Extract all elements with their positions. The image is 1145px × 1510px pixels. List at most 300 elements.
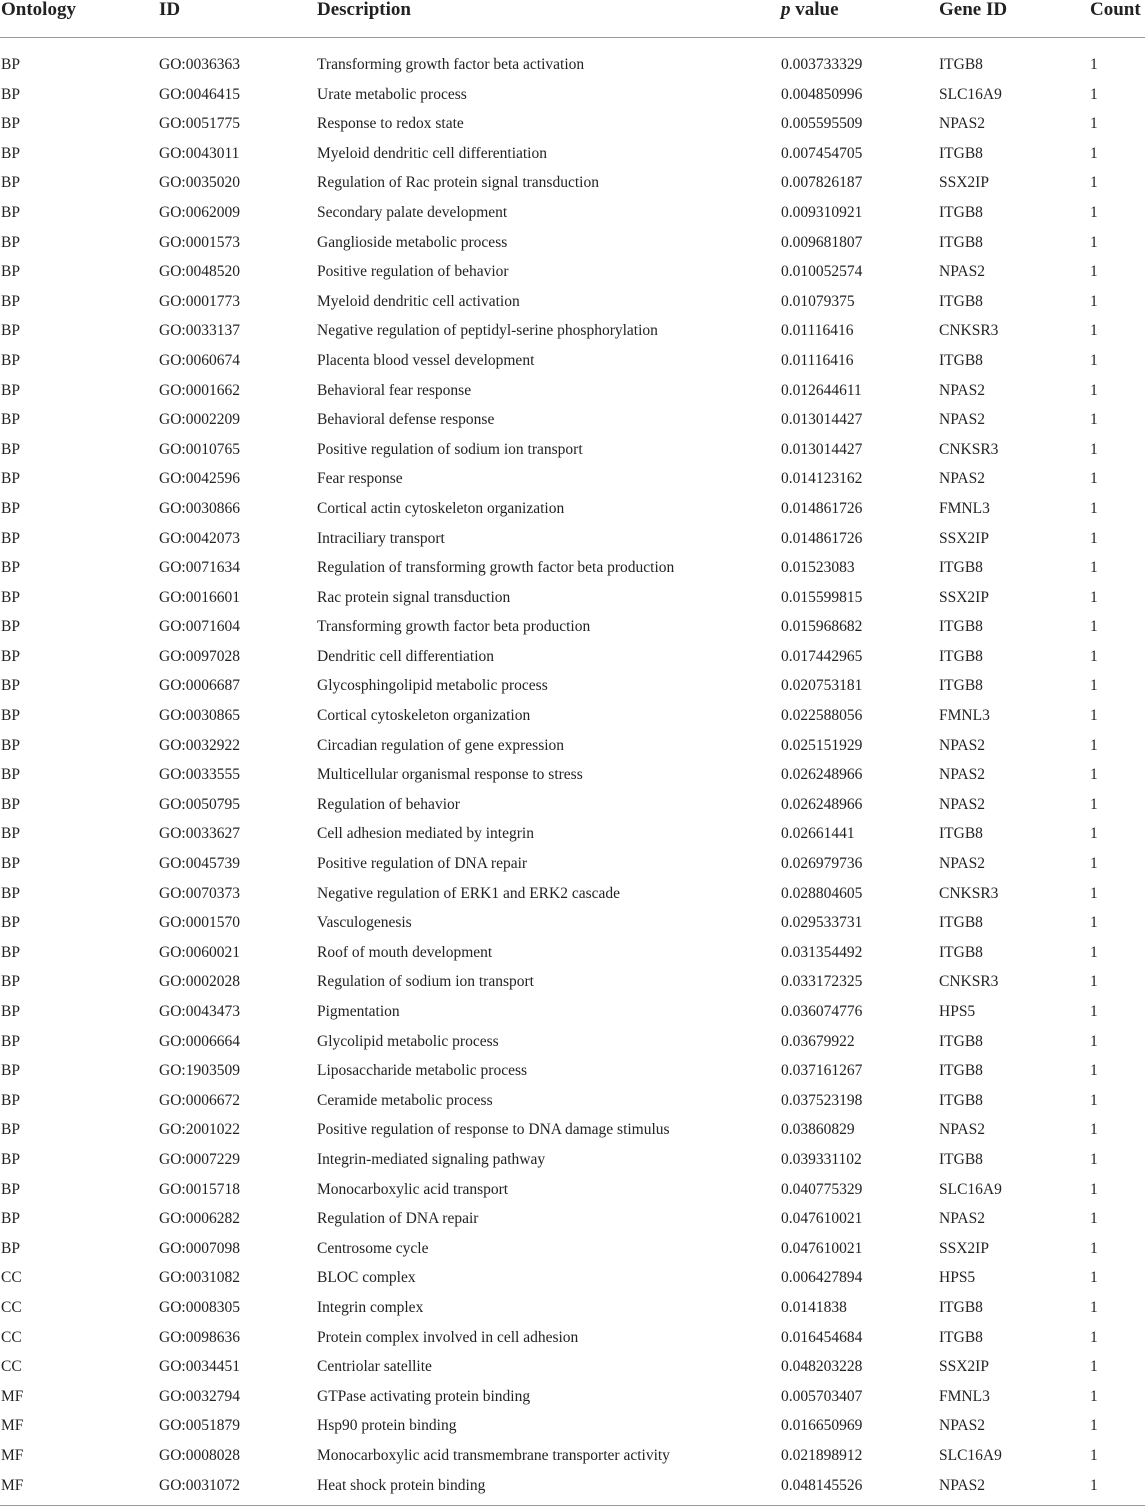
cell-gene-id: CNKSR3 bbox=[939, 440, 999, 458]
cell-p-value: 0.026248966 bbox=[781, 766, 863, 784]
cell-gene-id: HPS5 bbox=[939, 1269, 976, 1287]
table-row bbox=[0, 1056, 1145, 1086]
cell-ontology: BP bbox=[1, 1032, 20, 1050]
cell-p-value: 0.036074776 bbox=[781, 1003, 863, 1020]
table-row bbox=[0, 494, 1145, 524]
table-row bbox=[0, 1471, 1145, 1501]
cell-gene-id: ITGB8 bbox=[939, 233, 983, 251]
table-row bbox=[0, 1145, 1145, 1175]
cell-p-value: 0.039331102 bbox=[781, 1150, 862, 1168]
cell-count: 1 bbox=[1090, 292, 1098, 310]
table-row bbox=[0, 524, 1145, 554]
cell-ontology: BP bbox=[1, 914, 20, 932]
cell-ontology: BP bbox=[1, 203, 20, 221]
cell-description: Behavioral defense response bbox=[317, 411, 495, 429]
cell-description: Integrin complex bbox=[317, 1298, 424, 1316]
table-row bbox=[0, 1352, 1145, 1382]
table-row bbox=[0, 1323, 1145, 1353]
cell-description: Heat shock protein binding bbox=[317, 1476, 486, 1494]
cell-p-value: 0.01523083 bbox=[781, 559, 855, 577]
cell-ontology: BP bbox=[1, 411, 20, 429]
header-p-value-symbol: p bbox=[781, 0, 791, 20]
cell-gene-id: SSX2IP bbox=[939, 588, 989, 606]
cell-p-value: 0.009681807 bbox=[781, 233, 863, 251]
cell-description: Regulation of DNA repair bbox=[317, 1210, 479, 1228]
cell-gene-id: NPAS2 bbox=[939, 1417, 985, 1435]
cell-ontology: BP bbox=[1, 884, 20, 902]
cell-count: 1 bbox=[1090, 1003, 1098, 1020]
cell-gene-id: NPAS2 bbox=[939, 766, 985, 784]
cell-gene-id: SSX2IP bbox=[939, 1358, 989, 1376]
cell-gene-id: CNKSR3 bbox=[939, 884, 999, 902]
table-row bbox=[0, 938, 1145, 968]
cell-go-id: GO:0030866 bbox=[159, 499, 240, 517]
cell-description: Circadian regulation of gene expression bbox=[317, 736, 565, 754]
cell-go-id: GO:0036363 bbox=[159, 56, 240, 73]
cell-description: BLOC complex bbox=[317, 1269, 416, 1287]
cell-count: 1 bbox=[1090, 618, 1098, 636]
cell-ontology: MF bbox=[1, 1446, 24, 1464]
cell-description: Ceramide metabolic process bbox=[317, 1091, 493, 1109]
cell-p-value: 0.026979736 bbox=[781, 855, 863, 873]
cell-go-id: GO:0031082 bbox=[159, 1269, 240, 1287]
cell-description: Secondary palate development bbox=[317, 203, 508, 221]
table-bottom-rule bbox=[0, 1505, 1145, 1506]
cell-count: 1 bbox=[1090, 1269, 1098, 1287]
cell-ontology: CC bbox=[1, 1328, 22, 1346]
cell-ontology: MF bbox=[1, 1417, 24, 1435]
cell-go-id: GO:0051775 bbox=[159, 115, 240, 133]
table-body bbox=[0, 38, 1145, 1501]
cell-gene-id: FMNL3 bbox=[939, 707, 990, 725]
cell-ontology: BP bbox=[1, 588, 20, 606]
table-row bbox=[0, 760, 1145, 790]
cell-description: Cell adhesion mediated by integrin bbox=[317, 825, 534, 843]
cell-p-value: 0.012644611 bbox=[781, 381, 862, 399]
cell-description: Urate metabolic process bbox=[317, 85, 467, 103]
cell-ontology: BP bbox=[1, 1062, 20, 1080]
cell-ontology: BP bbox=[1, 973, 20, 991]
cell-gene-id: NPAS2 bbox=[939, 115, 985, 133]
cell-p-value: 0.017442965 bbox=[781, 647, 863, 665]
cell-p-value: 0.0141838 bbox=[781, 1298, 847, 1316]
cell-go-id: GO:0033555 bbox=[159, 766, 240, 784]
cell-go-id: GO:0001573 bbox=[159, 233, 240, 251]
header-description: Description bbox=[316, 0, 780, 38]
table-row bbox=[0, 1382, 1145, 1412]
cell-description: Integrin-mediated signaling pathway bbox=[317, 1150, 546, 1168]
cell-gene-id: NPAS2 bbox=[939, 411, 985, 429]
cell-gene-id: NPAS2 bbox=[939, 470, 985, 488]
cell-gene-id: NPAS2 bbox=[939, 1121, 985, 1139]
table-row bbox=[0, 997, 1145, 1027]
cell-count: 1 bbox=[1090, 440, 1098, 458]
cell-ontology: BP bbox=[1, 825, 20, 843]
cell-description: Rac protein signal transduction bbox=[317, 588, 511, 606]
table-row bbox=[0, 287, 1145, 317]
cell-go-id: GO:0006672 bbox=[159, 1091, 240, 1109]
cell-p-value: 0.004850996 bbox=[781, 85, 863, 103]
cell-go-id: GO:0030865 bbox=[159, 707, 240, 725]
cell-gene-id: NPAS2 bbox=[939, 736, 985, 754]
header-count: Count bbox=[1089, 0, 1145, 38]
cell-description: GTPase activating protein binding bbox=[317, 1387, 531, 1405]
cell-go-id: GO:0001570 bbox=[159, 914, 240, 932]
table-row bbox=[0, 553, 1145, 583]
cell-go-id: GO:0070373 bbox=[159, 884, 240, 902]
cell-gene-id: NPAS2 bbox=[939, 263, 985, 281]
cell-description: Regulation of transforming growth factor beta production bbox=[317, 559, 675, 577]
cell-description: Positive regulation of behavior bbox=[317, 263, 509, 281]
cell-p-value: 0.037523198 bbox=[781, 1091, 863, 1109]
cell-count: 1 bbox=[1090, 411, 1098, 429]
cell-p-value: 0.005595509 bbox=[781, 115, 863, 133]
cell-go-id: GO:1903509 bbox=[159, 1062, 240, 1080]
table-row bbox=[0, 908, 1145, 938]
cell-ontology: BP bbox=[1, 1210, 20, 1228]
table-row bbox=[0, 257, 1145, 287]
cell-ontology: CC bbox=[1, 1269, 22, 1287]
cell-count: 1 bbox=[1090, 1091, 1098, 1109]
cell-description: Intraciliary transport bbox=[317, 529, 445, 547]
table-row bbox=[0, 435, 1145, 465]
cell-p-value: 0.013014427 bbox=[781, 440, 863, 458]
cell-go-id: GO:0007098 bbox=[159, 1239, 240, 1257]
cell-p-value: 0.006427894 bbox=[781, 1269, 863, 1287]
table-row bbox=[0, 1115, 1145, 1145]
cell-ontology: BP bbox=[1, 766, 20, 784]
cell-ontology: BP bbox=[1, 144, 20, 162]
cell-p-value: 0.005703407 bbox=[781, 1387, 863, 1405]
cell-gene-id: SLC16A9 bbox=[939, 1180, 1002, 1198]
cell-description: Hsp90 protein binding bbox=[317, 1417, 457, 1435]
cell-ontology: BP bbox=[1, 1003, 20, 1020]
cell-p-value: 0.02661441 bbox=[781, 825, 855, 843]
cell-go-id: GO:0002028 bbox=[159, 973, 240, 991]
cell-count: 1 bbox=[1090, 233, 1098, 251]
cell-count: 1 bbox=[1090, 1210, 1098, 1228]
table-row bbox=[0, 80, 1145, 110]
cell-description: Response to redox state bbox=[317, 115, 464, 133]
cell-gene-id: SSX2IP bbox=[939, 529, 989, 547]
cell-count: 1 bbox=[1090, 1417, 1098, 1435]
cell-go-id: GO:0015718 bbox=[159, 1180, 240, 1198]
cell-gene-id: ITGB8 bbox=[939, 1062, 983, 1080]
table-row bbox=[0, 38, 1145, 80]
cell-count: 1 bbox=[1090, 884, 1098, 902]
cell-p-value: 0.003733329 bbox=[781, 56, 863, 73]
cell-description: Dendritic cell differentiation bbox=[317, 647, 495, 665]
cell-gene-id: ITGB8 bbox=[939, 144, 983, 162]
cell-p-value: 0.01079375 bbox=[781, 292, 855, 310]
cell-gene-id: ITGB8 bbox=[939, 351, 983, 369]
cell-p-value: 0.025151929 bbox=[781, 736, 863, 754]
table-row bbox=[0, 701, 1145, 731]
cell-go-id: GO:0043473 bbox=[159, 1003, 240, 1020]
table-row bbox=[0, 671, 1145, 701]
cell-count: 1 bbox=[1090, 1446, 1098, 1464]
cell-go-id: GO:0098636 bbox=[159, 1328, 240, 1346]
table-row bbox=[0, 1086, 1145, 1116]
cell-gene-id: ITGB8 bbox=[939, 677, 983, 695]
cell-p-value: 0.040775329 bbox=[781, 1180, 863, 1198]
header-id: ID bbox=[158, 0, 316, 38]
cell-go-id: GO:0097028 bbox=[159, 647, 240, 665]
cell-go-id: GO:0001662 bbox=[159, 381, 240, 399]
cell-description: Myeloid dendritic cell differentiation bbox=[317, 144, 547, 162]
cell-count: 1 bbox=[1090, 588, 1098, 606]
cell-go-id: GO:0060021 bbox=[159, 943, 240, 961]
cell-count: 1 bbox=[1090, 174, 1098, 192]
table-row bbox=[0, 1293, 1145, 1323]
cell-description: Protein complex involved in cell adhesion bbox=[317, 1328, 579, 1346]
cell-go-id: GO:0002209 bbox=[159, 411, 240, 429]
cell-ontology: BP bbox=[1, 381, 20, 399]
cell-count: 1 bbox=[1090, 795, 1098, 813]
cell-gene-id: SLC16A9 bbox=[939, 1446, 1002, 1464]
cell-ontology: MF bbox=[1, 1476, 24, 1494]
table-row bbox=[0, 139, 1145, 169]
cell-gene-id: ITGB8 bbox=[939, 1091, 983, 1109]
table-row bbox=[0, 228, 1145, 258]
cell-ontology: BP bbox=[1, 174, 20, 192]
cell-count: 1 bbox=[1090, 1476, 1098, 1494]
cell-gene-id: SLC16A9 bbox=[939, 85, 1002, 103]
cell-go-id: GO:2001022 bbox=[159, 1121, 240, 1139]
cell-ontology: BP bbox=[1, 855, 20, 873]
cell-gene-id: ITGB8 bbox=[939, 1298, 983, 1316]
cell-ontology: BP bbox=[1, 1091, 20, 1109]
cell-go-id: GO:0042073 bbox=[159, 529, 240, 547]
cell-count: 1 bbox=[1090, 263, 1098, 281]
cell-gene-id: ITGB8 bbox=[939, 914, 983, 932]
cell-p-value: 0.03860829 bbox=[781, 1121, 855, 1139]
cell-go-id: GO:0007229 bbox=[159, 1150, 240, 1168]
cell-go-id: GO:0016601 bbox=[159, 588, 240, 606]
cell-ontology: CC bbox=[1, 1358, 22, 1376]
cell-go-id: GO:0051879 bbox=[159, 1417, 240, 1435]
cell-p-value: 0.013014427 bbox=[781, 411, 863, 429]
cell-go-id: GO:0006282 bbox=[159, 1210, 240, 1228]
cell-gene-id: NPAS2 bbox=[939, 1210, 985, 1228]
cell-ontology: BP bbox=[1, 263, 20, 281]
cell-description: Positive regulation of DNA repair bbox=[317, 855, 528, 873]
cell-gene-id: NPAS2 bbox=[939, 855, 985, 873]
cell-p-value: 0.048203228 bbox=[781, 1358, 863, 1376]
table-row bbox=[0, 168, 1145, 198]
cell-p-value: 0.031354492 bbox=[781, 943, 863, 961]
cell-p-value: 0.015968682 bbox=[781, 618, 863, 636]
cell-count: 1 bbox=[1090, 144, 1098, 162]
cell-go-id: GO:0031072 bbox=[159, 1476, 240, 1494]
cell-p-value: 0.016454684 bbox=[781, 1328, 863, 1346]
cell-count: 1 bbox=[1090, 203, 1098, 221]
cell-count: 1 bbox=[1090, 1150, 1098, 1168]
cell-count: 1 bbox=[1090, 825, 1098, 843]
cell-go-id: GO:0006687 bbox=[159, 677, 240, 695]
cell-description: Positive regulation of response to DNA damage stimulus bbox=[317, 1121, 670, 1139]
header-ontology: Ontology bbox=[0, 0, 158, 38]
table-header bbox=[0, 0, 1145, 38]
cell-p-value: 0.028804605 bbox=[781, 884, 863, 902]
cell-description: Cortical cytoskeleton organization bbox=[317, 707, 531, 725]
cell-description: Centriolar satellite bbox=[317, 1358, 432, 1376]
cell-description: Regulation of behavior bbox=[317, 795, 460, 813]
cell-gene-id: ITGB8 bbox=[939, 943, 983, 961]
cell-go-id: GO:0006664 bbox=[159, 1032, 240, 1050]
table-row bbox=[0, 1441, 1145, 1471]
cell-count: 1 bbox=[1090, 56, 1098, 73]
cell-count: 1 bbox=[1090, 351, 1098, 369]
cell-gene-id: ITGB8 bbox=[939, 56, 983, 73]
table-row bbox=[0, 819, 1145, 849]
cell-go-id: GO:0060674 bbox=[159, 351, 240, 369]
cell-gene-id: ITGB8 bbox=[939, 647, 983, 665]
cell-count: 1 bbox=[1090, 1328, 1098, 1346]
cell-go-id: GO:0032922 bbox=[159, 736, 240, 754]
cell-description: Transforming growth factor beta activation bbox=[317, 56, 585, 73]
header-row bbox=[0, 0, 1145, 38]
cell-ontology: BP bbox=[1, 677, 20, 695]
cell-count: 1 bbox=[1090, 766, 1098, 784]
cell-go-id: GO:0034451 bbox=[159, 1358, 240, 1376]
table-row bbox=[0, 1411, 1145, 1441]
cell-gene-id: FMNL3 bbox=[939, 1387, 990, 1405]
cell-p-value: 0.009310921 bbox=[781, 203, 863, 221]
cell-count: 1 bbox=[1090, 1062, 1098, 1080]
cell-count: 1 bbox=[1090, 499, 1098, 517]
cell-ontology: BP bbox=[1, 470, 20, 488]
cell-p-value: 0.014123162 bbox=[781, 470, 863, 488]
cell-count: 1 bbox=[1090, 115, 1098, 133]
cell-p-value: 0.014861726 bbox=[781, 529, 863, 547]
cell-p-value: 0.01116416 bbox=[781, 322, 854, 340]
cell-p-value: 0.007454705 bbox=[781, 144, 863, 162]
cell-p-value: 0.026248966 bbox=[781, 795, 863, 813]
cell-go-id: GO:0071604 bbox=[159, 618, 240, 636]
table-row bbox=[0, 731, 1145, 761]
cell-count: 1 bbox=[1090, 559, 1098, 577]
cell-description: Ganglioside metabolic process bbox=[317, 233, 508, 251]
cell-count: 1 bbox=[1090, 1298, 1098, 1316]
cell-description: Negative regulation of peptidyl-serine phosphorylation bbox=[317, 322, 658, 340]
cell-description: Liposaccharide metabolic process bbox=[317, 1062, 528, 1080]
cell-gene-id: HPS5 bbox=[939, 1003, 976, 1020]
header-p-value bbox=[780, 0, 938, 38]
cell-description: Behavioral fear response bbox=[317, 381, 472, 399]
cell-description: Regulation of sodium ion transport bbox=[317, 973, 534, 991]
cell-go-id: GO:0010765 bbox=[159, 440, 240, 458]
cell-go-id: GO:0001773 bbox=[159, 292, 240, 310]
cell-count: 1 bbox=[1090, 736, 1098, 754]
table-row bbox=[0, 849, 1145, 879]
cell-description: Roof of mouth development bbox=[317, 943, 493, 961]
cell-gene-id: FMNL3 bbox=[939, 499, 990, 517]
cell-count: 1 bbox=[1090, 677, 1098, 695]
cell-gene-id: NPAS2 bbox=[939, 1476, 985, 1494]
cell-gene-id: SSX2IP bbox=[939, 174, 989, 192]
cell-gene-id: ITGB8 bbox=[939, 1150, 983, 1168]
cell-description: Fear response bbox=[317, 470, 403, 488]
cell-ontology: BP bbox=[1, 1239, 20, 1257]
cell-description: Multicellular organismal response to stress bbox=[317, 766, 583, 784]
cell-gene-id: ITGB8 bbox=[939, 559, 983, 577]
cell-p-value: 0.03679922 bbox=[781, 1032, 855, 1050]
cell-p-value: 0.014861726 bbox=[781, 499, 863, 517]
cell-ontology: BP bbox=[1, 115, 20, 133]
cell-ontology: BP bbox=[1, 85, 20, 103]
cell-ontology: BP bbox=[1, 943, 20, 961]
table-row bbox=[0, 376, 1145, 406]
cell-description: Placenta blood vessel development bbox=[317, 351, 535, 369]
cell-p-value: 0.010052574 bbox=[781, 263, 863, 281]
cell-ontology: BP bbox=[1, 618, 20, 636]
cell-count: 1 bbox=[1090, 855, 1098, 873]
table-row bbox=[0, 1263, 1145, 1293]
table-row bbox=[0, 967, 1145, 997]
cell-go-id: GO:0042596 bbox=[159, 470, 240, 488]
cell-p-value: 0.029533731 bbox=[781, 914, 863, 932]
cell-gene-id: ITGB8 bbox=[939, 825, 983, 843]
table-row bbox=[0, 879, 1145, 909]
cell-gene-id: ITGB8 bbox=[939, 618, 983, 636]
cell-p-value: 0.047610021 bbox=[781, 1239, 863, 1257]
cell-count: 1 bbox=[1090, 943, 1098, 961]
table-row bbox=[0, 1234, 1145, 1264]
cell-count: 1 bbox=[1090, 470, 1098, 488]
cell-count: 1 bbox=[1090, 1180, 1098, 1198]
cell-ontology: CC bbox=[1, 1298, 22, 1316]
cell-ontology: BP bbox=[1, 529, 20, 547]
header-p-value-label: value bbox=[790, 0, 839, 20]
table-row bbox=[0, 346, 1145, 376]
table-row bbox=[0, 198, 1145, 228]
cell-description: Regulation of Rac protein signal transduction bbox=[317, 174, 599, 192]
cell-ontology: BP bbox=[1, 707, 20, 725]
table-row bbox=[0, 1027, 1145, 1057]
cell-ontology: BP bbox=[1, 1121, 20, 1139]
cell-count: 1 bbox=[1090, 322, 1098, 340]
cell-gene-id: ITGB8 bbox=[939, 1328, 983, 1346]
table-row bbox=[0, 109, 1145, 139]
cell-description: Negative regulation of ERK1 and ERK2 cascade bbox=[317, 884, 621, 902]
cell-gene-id: NPAS2 bbox=[939, 381, 985, 399]
table-row bbox=[0, 1204, 1145, 1234]
cell-gene-id: ITGB8 bbox=[939, 203, 983, 221]
cell-count: 1 bbox=[1090, 1032, 1098, 1050]
cell-p-value: 0.007826187 bbox=[781, 174, 863, 192]
cell-go-id: GO:0035020 bbox=[159, 174, 240, 192]
cell-count: 1 bbox=[1090, 1358, 1098, 1376]
cell-p-value: 0.015599815 bbox=[781, 588, 863, 606]
cell-description: Myeloid dendritic cell activation bbox=[317, 292, 520, 310]
cell-p-value: 0.020753181 bbox=[781, 677, 863, 695]
cell-go-id: GO:0062009 bbox=[159, 203, 240, 221]
table-row bbox=[0, 1175, 1145, 1205]
cell-description: Glycolipid metabolic process bbox=[317, 1032, 499, 1050]
cell-gene-id: ITGB8 bbox=[939, 1032, 983, 1050]
cell-gene-id: SSX2IP bbox=[939, 1239, 989, 1257]
cell-go-id: GO:0008305 bbox=[159, 1298, 240, 1316]
cell-description: Pigmentation bbox=[317, 1003, 400, 1020]
cell-go-id: GO:0045739 bbox=[159, 855, 240, 873]
cell-count: 1 bbox=[1090, 529, 1098, 547]
cell-ontology: BP bbox=[1, 499, 20, 517]
cell-description: Vasculogenesis bbox=[317, 914, 412, 932]
cell-gene-id: NPAS2 bbox=[939, 795, 985, 813]
table-row bbox=[0, 464, 1145, 494]
cell-ontology: BP bbox=[1, 292, 20, 310]
